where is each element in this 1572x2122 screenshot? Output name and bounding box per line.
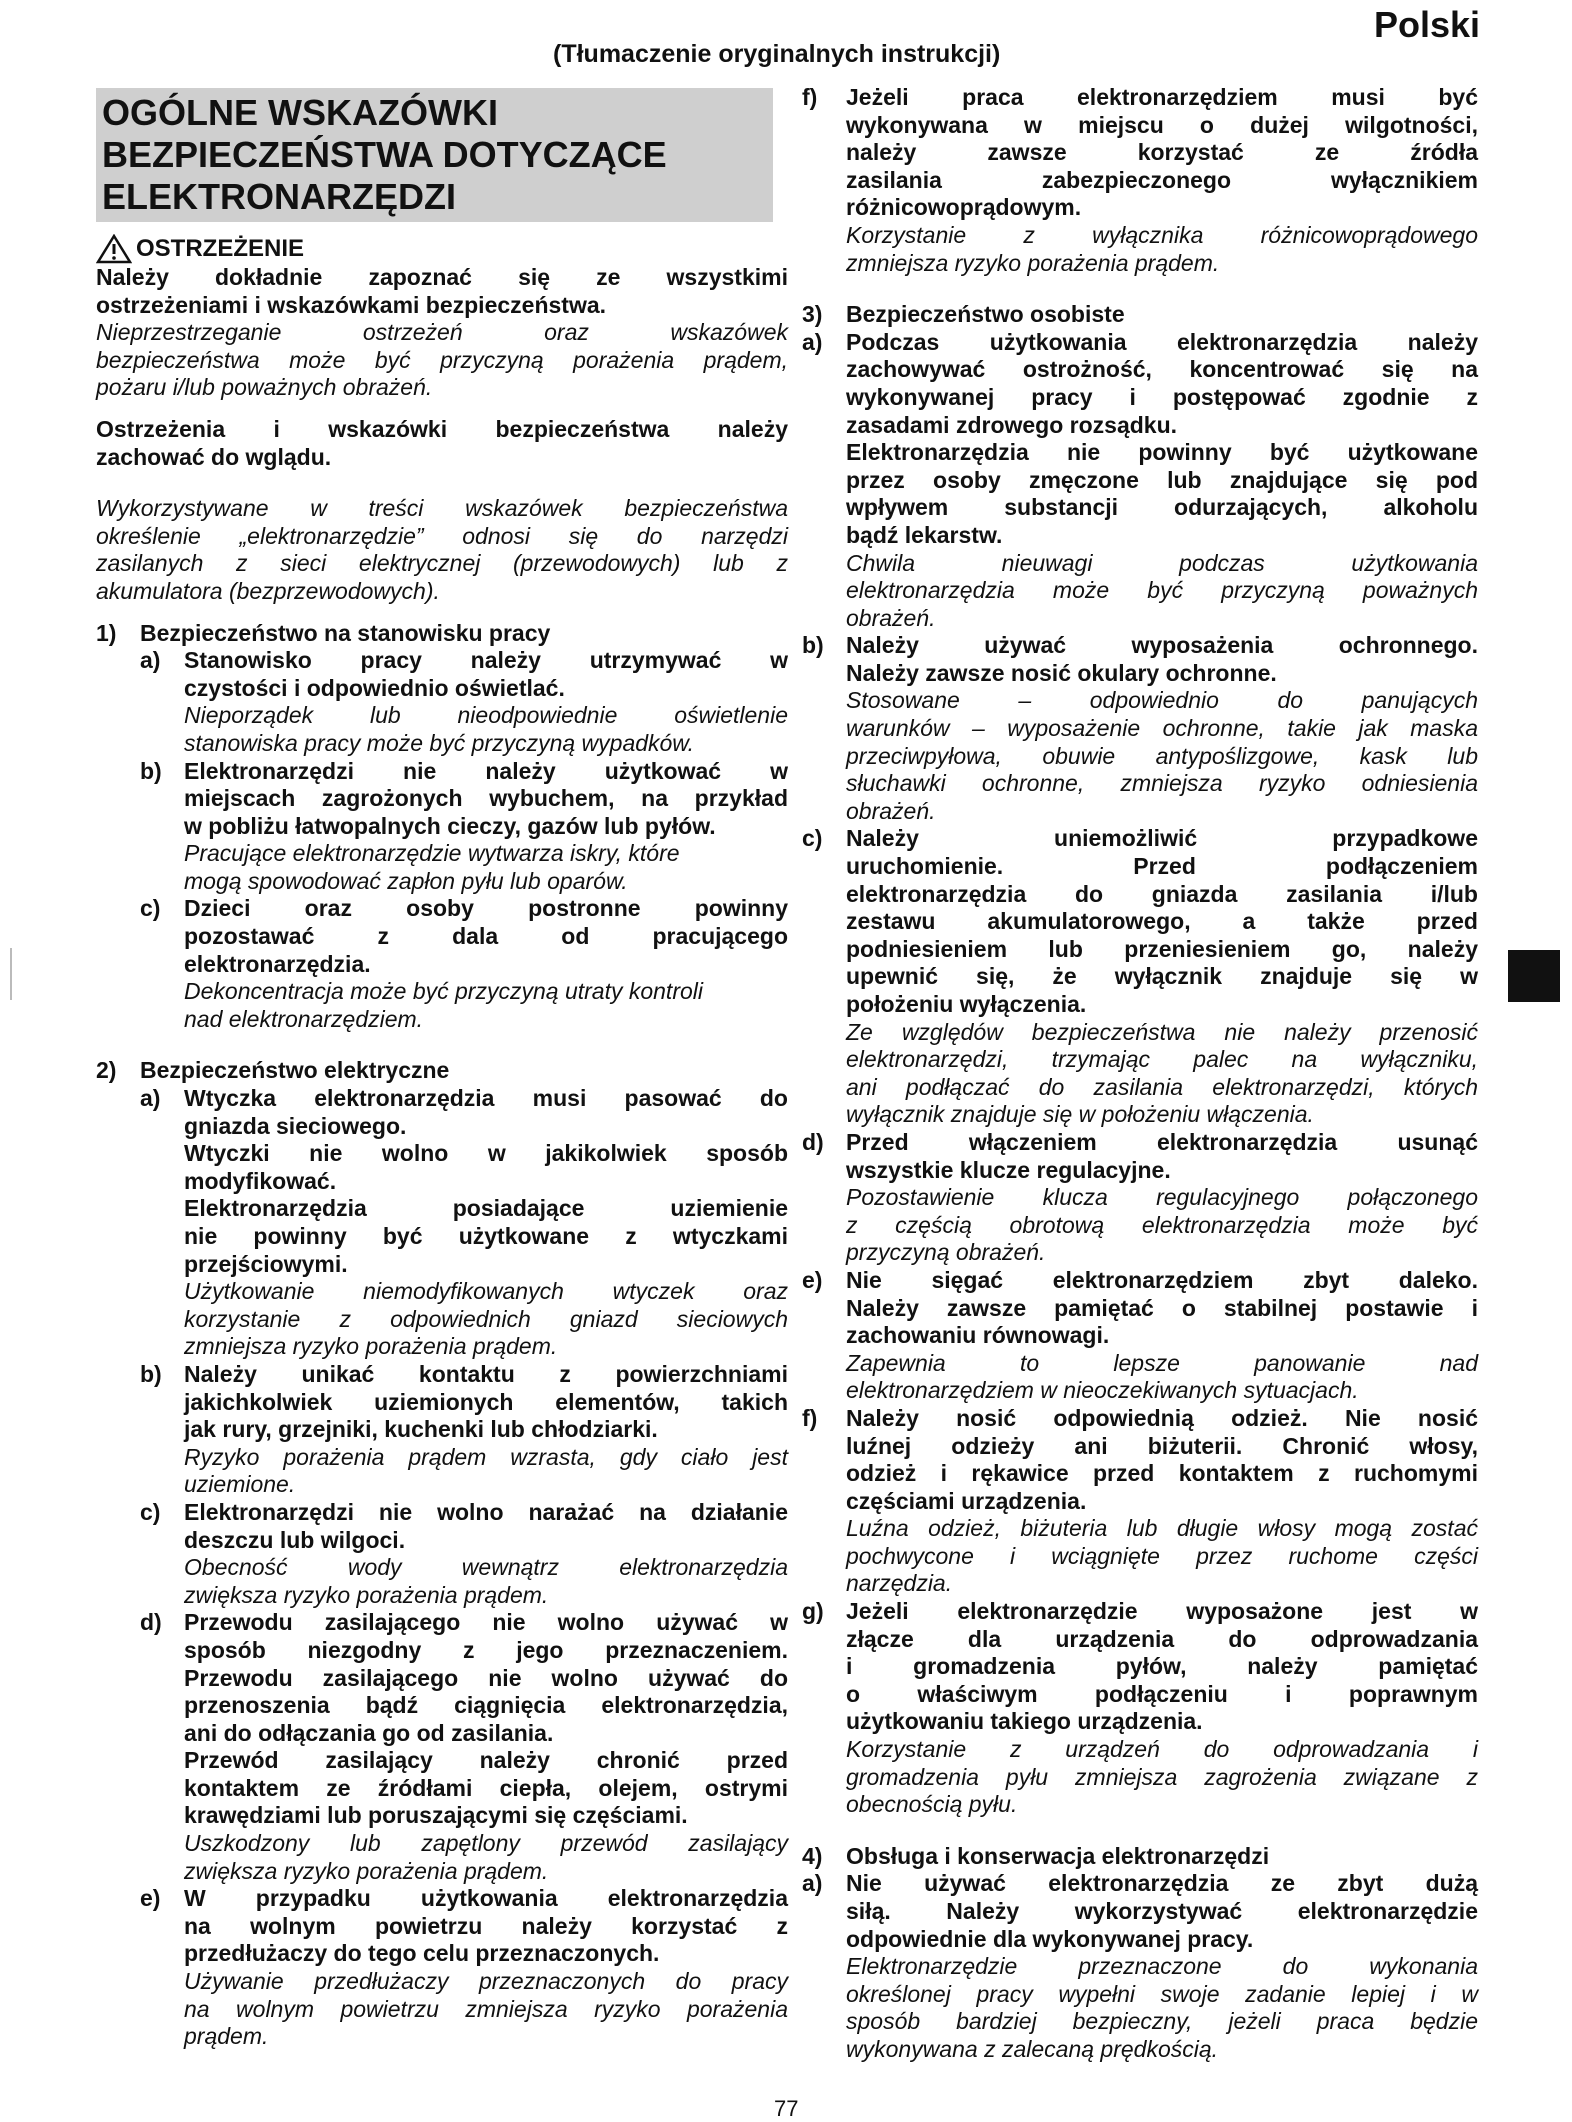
text-line: na wolnym powietrzu zmniejsza ryzyko porażenia — [184, 1995, 788, 2022]
text-line: Należy nosić odpowiednią odzież. Nie nosić — [846, 1404, 1478, 1431]
title-line: BEZPIECZEŃSTWA DOTYCZĄCE — [102, 134, 667, 175]
text-line: wykonywanej pracy i postępować zgodnie z — [846, 383, 1478, 410]
text-line: kontaktem ze źródłami ciepła, olejem, ostrymi — [184, 1774, 788, 1801]
text-line: zwiększa ryzyko porażenia prądem. — [184, 1581, 549, 1608]
text-line: określenie „elektronarzędzie” odnosi się do narzędzi — [96, 522, 788, 549]
text-line: Korzystanie z urządzeń do odprowadzania i — [846, 1736, 1478, 1763]
text-line: przenoszenia bądź ciągnięcia elektronarzędzia, — [184, 1692, 788, 1719]
text-line: zachowywać ostrożność, koncentrować się na — [846, 356, 1478, 383]
list-item — [802, 329, 1478, 633]
list-item — [96, 1361, 788, 1499]
text-line: nad elektronarzędziem. — [184, 1005, 424, 1032]
text-line: jakichkolwiek uziemionych elementów, takich — [184, 1388, 788, 1415]
text-line: korzystanie z odpowiednich gniazd sieciowych — [184, 1305, 788, 1332]
text-line: słuchawki ochronne, zmniejsza ryzyko odniesienia — [846, 770, 1478, 797]
text-line: akumulatora (bezprzewodowych). — [96, 577, 440, 604]
text-line: zasilanych z sieci elektrycznej (przewodowych) lub z — [96, 550, 788, 577]
text-line: modyfikować. — [184, 1167, 337, 1194]
text-line: bezpieczeństwa może być przyczyną porażenia prądem, — [96, 346, 788, 373]
text-line: Jeżeli elektronarzędzie wyposażone jest w — [846, 1598, 1478, 1625]
text-line: Podczas użytkowania elektronarzędzia należy — [846, 328, 1478, 355]
section-number: 4) — [802, 1842, 823, 1869]
item-letter: d) — [140, 1609, 162, 1636]
text-line: Nieprzestrzeganie ostrzeżeń oraz wskazówek — [96, 319, 788, 346]
text-line: Nieporządek lub nieodpowiednie oświetlenie — [184, 702, 788, 729]
text-line: sposób niezgodny z jego przeznaczeniem. — [184, 1636, 788, 1663]
text-line: Elektronarzędzia nie powinny być użytkowane — [846, 439, 1478, 466]
text-line: na wolnym powietrzu należy korzystać z — [184, 1912, 788, 1939]
left-column — [96, 88, 788, 2051]
section-title: Bezpieczeństwo elektryczne — [140, 1057, 450, 1084]
list-item — [802, 1598, 1478, 1819]
text-line: Należy uniemożliwić przypadkowe — [846, 825, 1478, 852]
right-column — [802, 84, 1478, 2064]
text-line: luźnej odzieży ani biżuterii. Chronić włosy, — [846, 1432, 1478, 1459]
item-letter: a) — [140, 1085, 161, 1112]
text-line: wykonywana w miejscu o dużej wilgotności, — [846, 111, 1478, 138]
text-line: uruchomienie. Przed podłączeniem — [846, 853, 1478, 880]
section-heading — [802, 301, 1478, 329]
text-line: Pracujące elektronarzędzie wytwarza iskry, które — [184, 840, 680, 867]
text-line: krawędziami lub poruszającymi się częściami. — [184, 1802, 688, 1829]
text-line: Przewodu zasilającego nie wolno używać w — [184, 1609, 788, 1636]
text-line: gromadzenia pyłu zmniejsza zagrożenia związane z — [846, 1763, 1478, 1790]
text-line: ani podłączać do zasilania elektronarzędzi, których — [846, 1073, 1478, 1100]
text-line: Luźna odzież, biżuteria lub długie włosy mogą zostać — [846, 1515, 1478, 1542]
warning-triangle-icon — [96, 234, 132, 264]
text-line: pożaru i/lub poważnych obrażeń. — [96, 374, 433, 401]
text-line: czystości i odpowiednio oświetlać. — [184, 674, 565, 701]
text-line: Przed włączeniem elektronarzędzia usunąć — [846, 1128, 1478, 1155]
text-line: elektronarzędzi, trzymając palec na wyłączniku, — [846, 1046, 1478, 1073]
text-line: zasilania zabezpieczonego wyłącznikiem — [846, 166, 1478, 193]
item-letter: b) — [802, 632, 824, 659]
text-line: zmniejsza ryzyko porażenia prądem. — [184, 1333, 558, 1360]
text-line: złącze dla urządzenia do odprowadzania — [846, 1625, 1478, 1652]
item-letter: b) — [140, 757, 162, 784]
section-number: 1) — [96, 619, 117, 646]
text-line: wyłącznik znajduje się w położeniu włączenia. — [846, 1101, 1314, 1128]
section-title: Bezpieczeństwo osobiste — [846, 301, 1125, 328]
translation-note: (Tłumaczenie oryginalnych instrukcji) — [553, 40, 1001, 68]
text-line: zestawu akumulatorowego, a także przed — [846, 908, 1478, 935]
warning-heading — [96, 234, 788, 264]
list-item — [96, 1609, 788, 1885]
text-line: przeciwpyłowa, obuwie antypoślizgowe, kask lub — [846, 742, 1478, 769]
text-line: Należy używać wyposażenia ochronnego. — [846, 632, 1478, 659]
item-letter: e) — [140, 1885, 161, 1912]
text-line: przedłużaczy do tego celu przeznaczonych. — [184, 1940, 660, 1967]
text-line: prądem. — [184, 2023, 269, 2050]
section-heading — [96, 1057, 788, 1085]
text-line: Wtyczki nie wolno w jakikolwiek sposób — [184, 1140, 788, 1167]
text-line: Chwila nieuwagi podczas użytkowania — [846, 549, 1478, 576]
text-line: ani do odłączania go od zasilania. — [184, 1719, 554, 1746]
text-line: należy zawsze korzystać ze źródła — [846, 139, 1478, 166]
text-line: przez osoby zmęczone lub znajdujące się pod — [846, 466, 1478, 493]
text-line: odpowiednie dla wykonywanej pracy. — [846, 1925, 1254, 1952]
text-line: podniesieniem lub przeniesieniem go, należy — [846, 935, 1478, 962]
text-line: o właściwym podłączeniu i poprawnym — [846, 1680, 1478, 1707]
text-line: z częścią obrotową elektronarzędzia może być — [846, 1211, 1478, 1238]
text-line: Stanowisko pracy należy utrzymywać w — [184, 647, 788, 674]
text-line: Uszkodzony lub zapętlony przewód zasilający — [184, 1830, 788, 1857]
list-item — [802, 825, 1478, 1129]
text-line: Wykorzystywane w treści wskazówek bezpieczeństwa — [96, 495, 788, 522]
item-letter: a) — [802, 1870, 823, 1897]
text-line: Przewód zasilający należy chronić przed — [184, 1747, 788, 1774]
item-letter: d) — [802, 1128, 824, 1155]
text-line: narzędzia. — [846, 1570, 953, 1597]
text-line: zmniejsza ryzyko porażenia prądem. — [846, 249, 1220, 276]
section-title: Bezpieczeństwo na stanowisku pracy — [140, 619, 551, 646]
text-line: Należy unikać kontaktu z powierzchniami — [184, 1360, 788, 1387]
text-line: zasadami zdrowego rozsądku. — [846, 411, 1178, 438]
text-line: mogą spowodować zapłon pyłu lub oparów. — [184, 867, 628, 894]
title-box — [96, 88, 773, 222]
list-item — [802, 1405, 1478, 1598]
list-item — [96, 647, 788, 757]
item-letter: f) — [802, 84, 818, 110]
text-line: wpływem substancji odurzających, alkoholu — [846, 494, 1478, 521]
text-line: Zapewnia to lepsze panowanie nad — [846, 1349, 1478, 1376]
text-line: Ryzyko porażenia prądem wzrasta, gdy ciało jest — [184, 1443, 788, 1470]
text-line: zachować do wglądu. — [96, 443, 332, 470]
text-line: Przewodu zasilającego nie wolno używać do — [184, 1664, 788, 1691]
text-line: obrażeń. — [846, 604, 936, 631]
text-line: pozostawać z dala od pracującego — [184, 923, 788, 950]
item-letter: g) — [802, 1598, 824, 1625]
text-line: elektronarzędzia. — [184, 950, 371, 977]
text-line: Elektronarzędzia posiadające uziemienie — [184, 1195, 788, 1222]
text-line: Nie sięgać elektronarzędziem zbyt daleko. — [846, 1266, 1478, 1293]
text-line: W przypadku użytkowania elektronarzędzia — [184, 1885, 788, 1912]
text-line: Stosowane – odpowiednio do panujących — [846, 687, 1478, 714]
text-line: i gromadzenia pyłów, należy pamiętać — [846, 1653, 1478, 1680]
text-line: miejscach zagrożonych wybuchem, na przykład — [184, 785, 788, 812]
item-letter: e) — [802, 1266, 823, 1293]
text-line: Dekoncentracja może być przyczyną utraty kontroli — [184, 978, 703, 1005]
list-item — [96, 895, 788, 1033]
list-item — [96, 1885, 788, 2051]
section-heading — [802, 1843, 1478, 1871]
item-letter: c) — [140, 895, 161, 922]
text-line: Wtyczka elektronarzędzia musi pasować do — [184, 1085, 788, 1112]
text-line: Pozostawienie klucza regulacyjnego połączonego — [846, 1184, 1478, 1211]
text-line: wszystkie klucze regulacyjne. — [846, 1156, 1171, 1183]
text-line: Obecność wody wewnątrz elektronarzędzia — [184, 1554, 788, 1581]
text-line: Używanie przedłużaczy przeznaczonych do pracy — [184, 1968, 788, 1995]
text-line: Nie używać elektronarzędzia ze zbyt dużą — [846, 1870, 1478, 1897]
text-line: przejściowymi. — [184, 1250, 348, 1277]
text-line: przyczyną obrażeń. — [846, 1239, 1046, 1266]
text-line: nie powinny być użytkowane z wtyczkami — [184, 1223, 788, 1249]
section-title: Obsługa i konserwacja elektronarzędzi — [846, 1842, 1270, 1869]
section-number: 3) — [802, 301, 823, 328]
text-line: gniazda sieciowego. — [184, 1112, 407, 1139]
item-letter: c) — [140, 1498, 161, 1525]
text-line: warunków – wyposażenie ochronne, takie jak maska — [846, 715, 1478, 742]
text-line: deszczu lub wilgoci. — [184, 1526, 406, 1553]
item-letter: b) — [140, 1360, 162, 1387]
text-line: Należy zawsze nosić okulary ochronne. — [846, 659, 1277, 686]
text-line: bądź lekarstw. — [846, 521, 1003, 548]
list-item — [802, 632, 1478, 825]
language-label: Polski — [1373, 4, 1480, 45]
text-line: Jeżeli praca elektronarzędziem musi być — [846, 84, 1478, 110]
text-line: elektronarzędzia do gniazda zasilania i/lub — [846, 880, 1478, 907]
text-line: obrażeń. — [846, 797, 936, 824]
item-letter: a) — [140, 647, 161, 674]
text-line: odzież i rękawice przed kontaktem z ruchomymi — [846, 1460, 1478, 1487]
text-line: Elektronarzędzi nie wolno narażać na działanie — [184, 1498, 788, 1525]
text-line: sposób bardziej bezpieczny, jeżeli praca będzie — [846, 2008, 1478, 2035]
text-line: stanowiska pracy może być przyczyną wypadków. — [184, 729, 695, 756]
section-heading — [96, 620, 788, 648]
text-line: Elektronarzędzie przeznaczone do wykonania — [846, 1953, 1478, 1980]
page-number: 77 — [774, 2096, 799, 2121]
text-line: Należy dokładnie zapoznać się ze wszystkimi — [96, 264, 788, 290]
text-line: Elektronarzędzi nie należy użytkować w — [184, 757, 788, 784]
text-line: elektronarzędziem w nieoczekiwanych sytuacjach. — [846, 1377, 1359, 1404]
item-letter: a) — [802, 328, 823, 355]
text-line: Użytkowanie niemodyfikowanych wtyczek oraz — [184, 1278, 788, 1305]
text-line: różnicowoprądowym. — [846, 194, 1082, 221]
text-line: częściami urządzenia. — [846, 1487, 1087, 1514]
text-line: Korzystanie z wyłącznika różnicowoprądowego — [846, 221, 1478, 248]
text-line: ostrzeżeniami i wskazówkami bezpieczeństwa. — [96, 291, 607, 318]
text-line: zwiększa ryzyko porażenia prądem. — [184, 1857, 549, 1884]
text-line: jak rury, grzejniki, kuchenki lub chłodziarki. — [184, 1416, 658, 1443]
list-item — [802, 1129, 1478, 1267]
text-line: pochwycone i wciągnięte przez ruchome części — [846, 1542, 1478, 1569]
text-line: Dzieci oraz osoby postronne powinny — [184, 895, 788, 922]
title-line: ELEKTRONARZĘDZI — [102, 176, 456, 217]
list-item — [96, 758, 788, 896]
text-line: położeniu wyłączenia. — [846, 991, 1087, 1017]
text-line: obecnością pyłu. — [846, 1791, 1018, 1818]
text-line: w pobliżu łatwopalnych cieczy, gazów lub pyłów. — [184, 812, 716, 839]
text-line: Należy zawsze pamiętać o stabilnej postawie i — [846, 1294, 1478, 1321]
item-letter: c) — [802, 825, 823, 852]
text-line: uziemione. — [184, 1471, 296, 1498]
list-item — [802, 1267, 1478, 1405]
text-line: upewnić się, że wyłącznik znajduje się w — [846, 963, 1478, 990]
language-tab-marker — [1508, 950, 1560, 1002]
margin-mark — [10, 948, 12, 1000]
list-item — [802, 1870, 1478, 2063]
text-line: określonej pracy wypełni swoje zadanie lepiej i w — [846, 1980, 1478, 2007]
text-line: Ostrzeżenia i wskazówki bezpieczeństwa należy — [96, 415, 788, 442]
text-line: zachowaniu równowagi. — [846, 1322, 1110, 1349]
text-line: wykonywana z zalecaną prędkością. — [846, 2035, 1219, 2062]
list-item — [96, 1085, 788, 1361]
title-line: OGÓLNE WSKAZÓWKI — [102, 92, 498, 133]
list-item — [96, 1499, 788, 1609]
text-line: elektronarzędzia może być przyczyną poważnych — [846, 577, 1478, 604]
section-number: 2) — [96, 1057, 117, 1084]
text-line: Ze względów bezpieczeństwa nie należy przenosić — [846, 1018, 1478, 1045]
text-line: użytkowaniu takiego urządzenia. — [846, 1708, 1203, 1735]
item-letter: f) — [802, 1404, 818, 1431]
warning-label: OSTRZEŻENIE — [136, 235, 305, 263]
list-item — [802, 84, 1478, 277]
text-line: siłą. Należy wykorzystywać elektronarzędzie — [846, 1898, 1478, 1924]
